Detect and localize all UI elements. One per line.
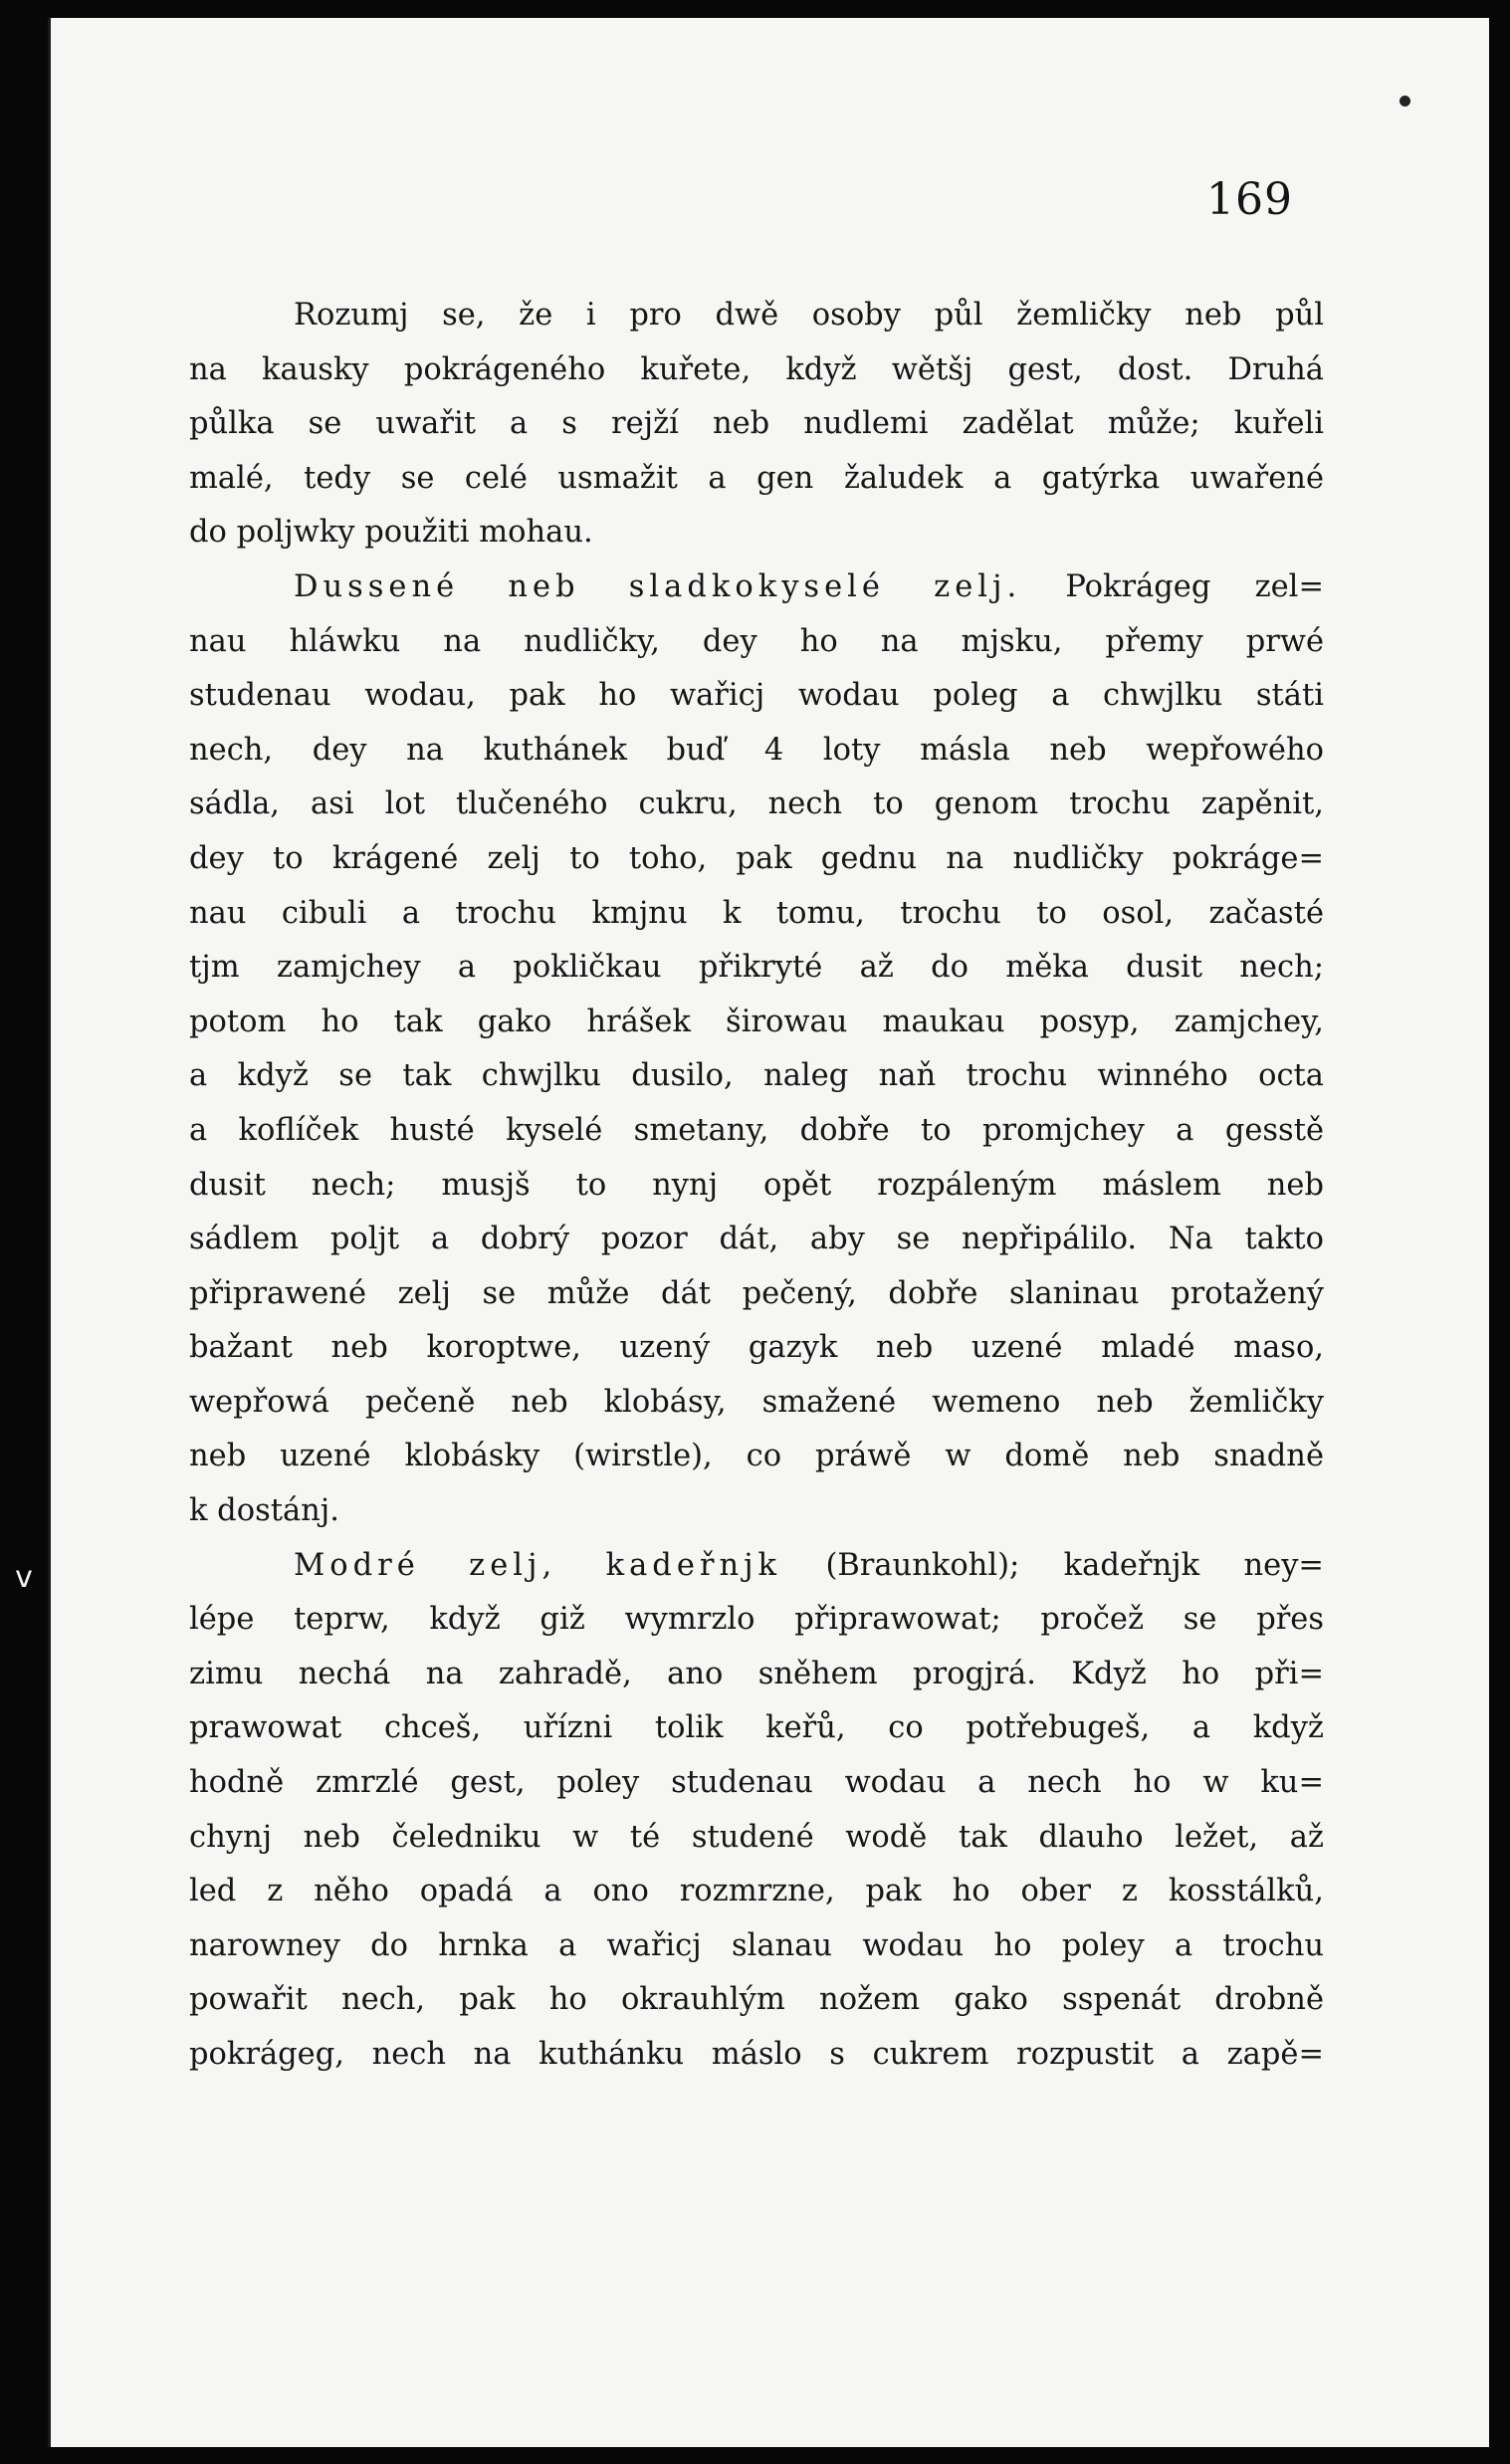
text-line: sádlem poljt a dobrý pozor dát, aby se nepřipálilo. Na takto bbox=[189, 1222, 1324, 1257]
text-line: malé, tedy se celé usmažit a gen žaludek a gatýrka uwařené bbox=[189, 460, 1324, 496]
text-line: powařit nech, pak ho okrauhlým nožem gako sspenát drobně bbox=[189, 1982, 1324, 2018]
text-line: sádla, asi lot tlučeného cukru, nech to genom trochu zapěnit, bbox=[189, 786, 1324, 822]
text-line: dey to krágené zelj to toho, pak gednu na nudličky pokráge= bbox=[189, 840, 1324, 876]
text-line: pokrágeg, nech na kuthánku máslo s cukrem rozpustit a zapě= bbox=[189, 2037, 1324, 2072]
text-line: do poljwky použiti mohau. bbox=[189, 515, 593, 551]
ink-speck bbox=[1400, 96, 1410, 107]
text-line: wepřowá pečeně neb klobásy, smažené wemeno neb žemličky bbox=[189, 1384, 1324, 1420]
text-line bbox=[189, 1539, 1324, 1594]
text-line: prawowat chceš, uřízni tolik keřů, co potřebugeš, a když bbox=[189, 1710, 1324, 1746]
text-line: studenau wodau, pak ho wařicj wodau poleg a chwjlku státi bbox=[189, 678, 1324, 714]
text-line: nau hláwku na nudličky, dey ho na mjsku, přemy prwé bbox=[189, 623, 1324, 659]
text-line: bažant neb koroptwe, uzený gazyk neb uzené mladé maso, bbox=[189, 1330, 1324, 1366]
text-line: zimu nechá na zahradě, ano sněhem progjrá. Když ho při= bbox=[189, 1656, 1324, 1691]
text-line: k dostánj. bbox=[189, 1493, 339, 1529]
text-run: Pokrágeg zel= bbox=[1065, 568, 1324, 604]
text-line: neb uzené klobásky (wirstle), co práwě w domě neb snadně bbox=[189, 1439, 1324, 1474]
text-line: narowney do hrnka a wařicj slanau wodau ho poley a trochu bbox=[189, 1927, 1324, 1963]
text-line: a když se tak chwjlku dusilo, naleg naň trochu winného octa bbox=[189, 1058, 1324, 1094]
text-line: na kausky pokrágeného kuřete, když wětšj gest, dost. Druhá bbox=[189, 351, 1324, 387]
text-line: lépe teprw, když giž wymrzlo připrawowat; pročež se přes bbox=[189, 1602, 1324, 1638]
text-run: (Braunkohl); kadeřnjk ney= bbox=[825, 1547, 1324, 1583]
text-line: chynj neb čeledniku w té studené wodě tak dlauho ležet, až bbox=[189, 1819, 1324, 1855]
text-line: hodně zmrzlé gest, poley studenau wodau a nech ho w ku= bbox=[189, 1765, 1324, 1801]
margin-mark: v bbox=[15, 1560, 33, 1595]
text-line: dusit nech; musjš to nynj opět rozpáleným máslem neb bbox=[189, 1167, 1324, 1203]
text-line: nech, dey na kuthánek buď 4 loty másla neb wepřowého bbox=[189, 732, 1324, 768]
text-line: potom ho tak gako hrášek širowau maukau posyp, zamjchey, bbox=[189, 1004, 1324, 1039]
body-text bbox=[189, 289, 1324, 2083]
text-line: led z něho opadá a ono rozmrzne, pak ho ober z kosstálků, bbox=[189, 1874, 1324, 1909]
text-line: tjm zamjchey a pokličkau přikryté až do měka dusit nech; bbox=[189, 950, 1324, 986]
text-line: nau cibuli a trochu kmjnu k tomu, trochu to osol, začasté bbox=[189, 895, 1324, 931]
section-heading: Modré zelj, kadeřnjk bbox=[294, 1547, 782, 1583]
text-line: připrawené zelj se může dát pečený, dobře slaninau protažený bbox=[189, 1275, 1324, 1311]
text-line: Rozumj se, že i pro dwě osoby půl žemličky neb půl bbox=[294, 298, 1324, 333]
text-line: a koflíček husté kyselé smetany, dobře to promjchey a gesstě bbox=[189, 1112, 1324, 1148]
text-line: půlka se uwařit a s rejží neb nudlemi zadělat může; kuřeli bbox=[189, 406, 1324, 442]
text-line bbox=[189, 560, 1324, 615]
section-heading: Dussené neb sladkokyselé zelj. bbox=[294, 568, 1022, 604]
page-number: 169 bbox=[1206, 174, 1293, 225]
